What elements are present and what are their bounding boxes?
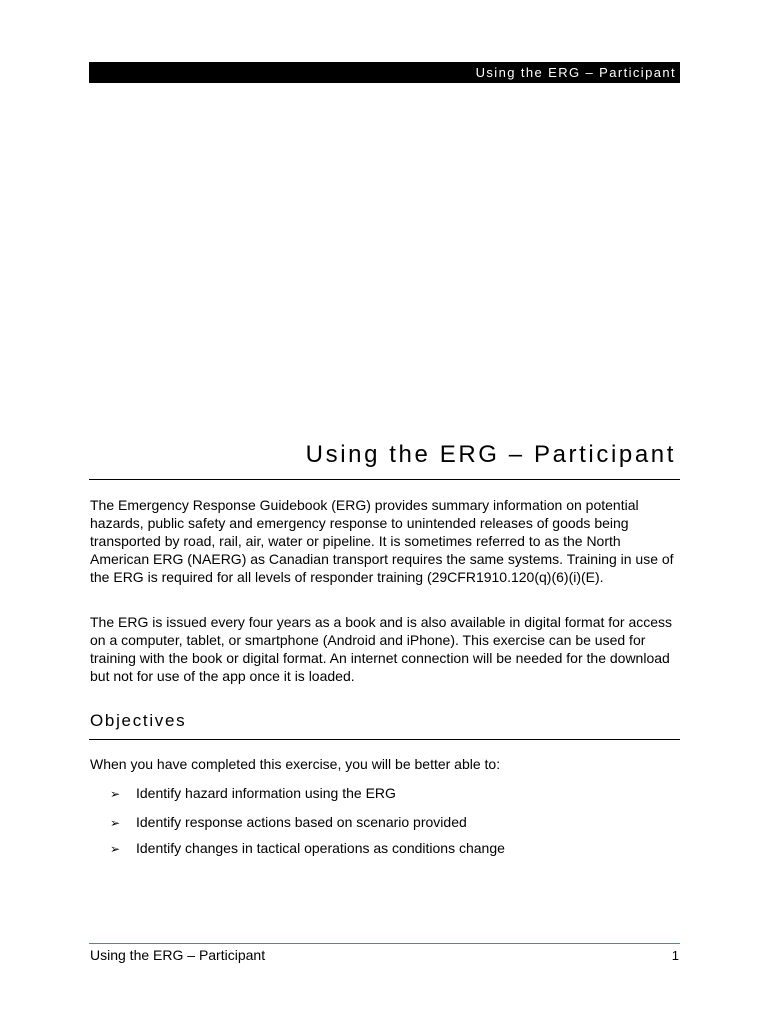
objective-item [110, 839, 505, 858]
arrow-bullet-icon: ➢ [110, 787, 121, 801]
format-paragraph: The ERG is issued every four years as a book and is also available in digital format for access on a computer, tablet, or smartphone (Android and iPhone). This exercise can be used for training with the book or digital format. An internet connection will be needed for the download but not for use of the app once it is loaded. [90, 614, 673, 684]
objective-item [110, 813, 467, 832]
objectives-intro: When you have completed this exercise, you will be better able to: [90, 756, 501, 772]
objective-text: Identify response actions based on scenario provided [136, 814, 467, 830]
page-header-bar [89, 62, 680, 83]
page-number: 1 [671, 948, 679, 963]
objectives-heading: Objectives [90, 711, 187, 730]
objectives-divider [89, 739, 680, 740]
title-divider [89, 479, 680, 480]
objective-text: Identify changes in tactical operations as conditions change [136, 840, 505, 856]
arrow-bullet-icon: ➢ [110, 842, 121, 856]
arrow-bullet-icon: ➢ [110, 816, 121, 830]
intro-paragraph: The Emergency Response Guidebook (ERG) provides summary information on potential hazards, public safety and emergency response to unintended releases of goods being transported by road, rail, air, water or pipeline. It is sometimes referred to as the North American ERG (NAERG) as Canadian transport requires the same systems. Training in use of the ERG is required for all levels of responder training (29CFR1910.120(q)(6)(i)(E). [90, 497, 674, 585]
document-title: Using the ERG – Participant [305, 441, 676, 468]
footer-title: Using the ERG – Participant [90, 947, 266, 963]
objective-item [110, 784, 396, 803]
header-title: Using the ERG – Participant [475, 65, 676, 80]
footer-divider [89, 943, 680, 944]
objective-text: Identify hazard information using the ERG [136, 785, 396, 801]
